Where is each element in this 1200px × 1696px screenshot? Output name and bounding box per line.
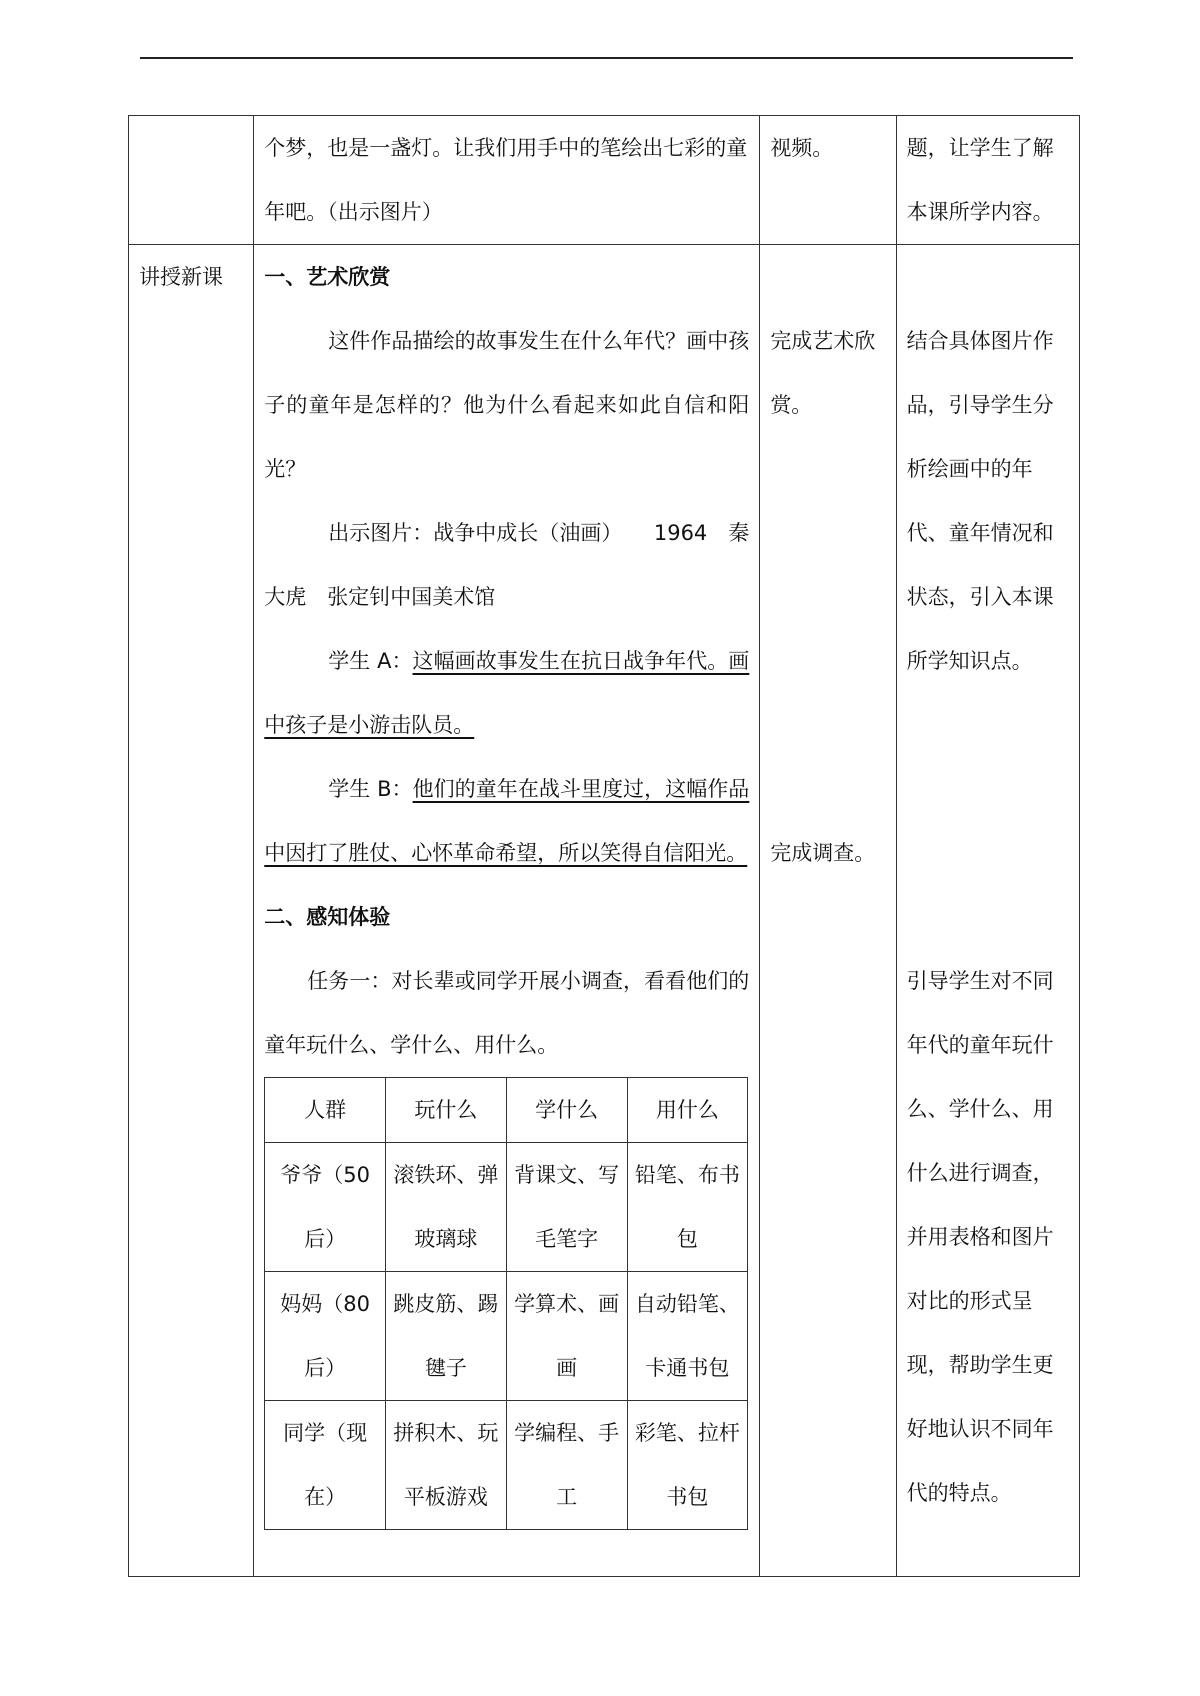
spacer bbox=[770, 245, 885, 309]
table-row bbox=[265, 1272, 748, 1401]
student-b-label: 学生 B： bbox=[328, 777, 413, 801]
spacer bbox=[907, 245, 1069, 309]
survey-cell: 爷爷（50后） bbox=[265, 1143, 386, 1272]
survey-cell: 学算术、画画 bbox=[506, 1272, 627, 1401]
student-a-text: 这幅画故事发生在抗日战争年代。画中孩子是小游击队员。 bbox=[264, 649, 750, 737]
survey-header-cell: 学什么 bbox=[506, 1078, 627, 1143]
survey-header-cell: 用什么 bbox=[627, 1078, 748, 1143]
intro-line-2: 年吧。（出示图片） bbox=[264, 200, 443, 224]
student-activity-cell bbox=[760, 116, 896, 245]
student-a-answer bbox=[264, 629, 749, 757]
intent-survey: 引导学生对不同年代的童年玩什么、学什么、用什么进行调查，并用表格和图片对比的形式呈现，帮助学生更好地认识不同年代的特点。 bbox=[906, 969, 1054, 1505]
design-intent-cell bbox=[896, 245, 1079, 1577]
appreciation-question: 这件作品描绘的故事发生在什么年代？画中孩子的童年是怎样的？他为什么看起来如此自信和阳光？ bbox=[264, 329, 750, 481]
survey-cell: 学编程、手工 bbox=[506, 1401, 627, 1530]
survey-task: 任务一：对长辈或同学开展小调查，看看他们的童年玩什么、学什么、用什么。 bbox=[264, 969, 750, 1057]
student-b-answer bbox=[264, 757, 749, 885]
survey-cell: 跳皮筋、踢毽子 bbox=[386, 1272, 507, 1401]
table-row bbox=[265, 1143, 748, 1272]
survey-header-row bbox=[265, 1078, 748, 1143]
section-heading-perception: 二、感知体验 bbox=[264, 905, 391, 929]
survey-cell: 背课文、写毛笔字 bbox=[506, 1143, 627, 1272]
survey-cell: 滚铁环、弹玻璃球 bbox=[386, 1143, 507, 1272]
spacer bbox=[770, 437, 885, 821]
lesson-plan-table bbox=[128, 115, 1080, 1577]
section-heading-art-appreciation: 一、艺术欣赏 bbox=[264, 265, 391, 289]
survey-table bbox=[264, 1077, 748, 1530]
intro-line-1: 个梦，也是一盏灯。让我们用手中的笔绘出七彩的童 bbox=[264, 136, 748, 160]
survey-cell: 自动铅笔、卡通书包 bbox=[627, 1272, 748, 1401]
survey-cell: 彩笔、拉杆书包 bbox=[627, 1401, 748, 1530]
survey-cell: 拼积木、玩平板游戏 bbox=[386, 1401, 507, 1530]
intent-appreciation: 结合具体图片作品，引导学生分析绘画中的年代、童年情况和状态，引入本课所学知识点。 bbox=[906, 329, 1054, 673]
survey-cell: 铅笔、布书包 bbox=[627, 1143, 748, 1272]
teacher-activity-cell bbox=[254, 245, 760, 1577]
spacer bbox=[907, 693, 1069, 949]
survey-cell: 同学（现在） bbox=[265, 1401, 386, 1530]
student-b-text: 他们的童年在战斗里度过，这幅作品中因打了胜仗、心怀革命希望，所以笑得自信阳光。 bbox=[264, 777, 750, 865]
design-intent-cell bbox=[896, 116, 1079, 245]
picture-caption: 出示图片：战争中成长（油画） 1964 秦大虎 张定钊中国美术馆 bbox=[264, 521, 750, 609]
intent-line-1: 题，让学生了解 bbox=[906, 136, 1054, 160]
table-row-intro bbox=[129, 116, 1080, 245]
teacher-activity-cell bbox=[254, 116, 760, 245]
student-activity-cell bbox=[760, 245, 896, 1577]
student-activity-text: 视频。 bbox=[770, 136, 834, 160]
header-rule bbox=[140, 57, 1073, 59]
student-activity-survey: 完成调查。 bbox=[770, 841, 876, 865]
table-row-new-lesson bbox=[129, 245, 1080, 1577]
stage-cell bbox=[129, 245, 254, 1577]
student-activity-appreciation: 完成艺术欣赏。 bbox=[770, 329, 876, 417]
stage-cell-empty bbox=[129, 116, 254, 245]
student-a-label: 学生 A： bbox=[328, 649, 413, 673]
intent-line-2: 本课所学内容。 bbox=[906, 200, 1054, 224]
stage-label: 讲授新课 bbox=[139, 265, 223, 289]
survey-cell: 妈妈（80后） bbox=[265, 1272, 386, 1401]
survey-header-cell: 玩什么 bbox=[386, 1078, 507, 1143]
survey-header-cell: 人群 bbox=[265, 1078, 386, 1143]
table-row bbox=[265, 1401, 748, 1530]
